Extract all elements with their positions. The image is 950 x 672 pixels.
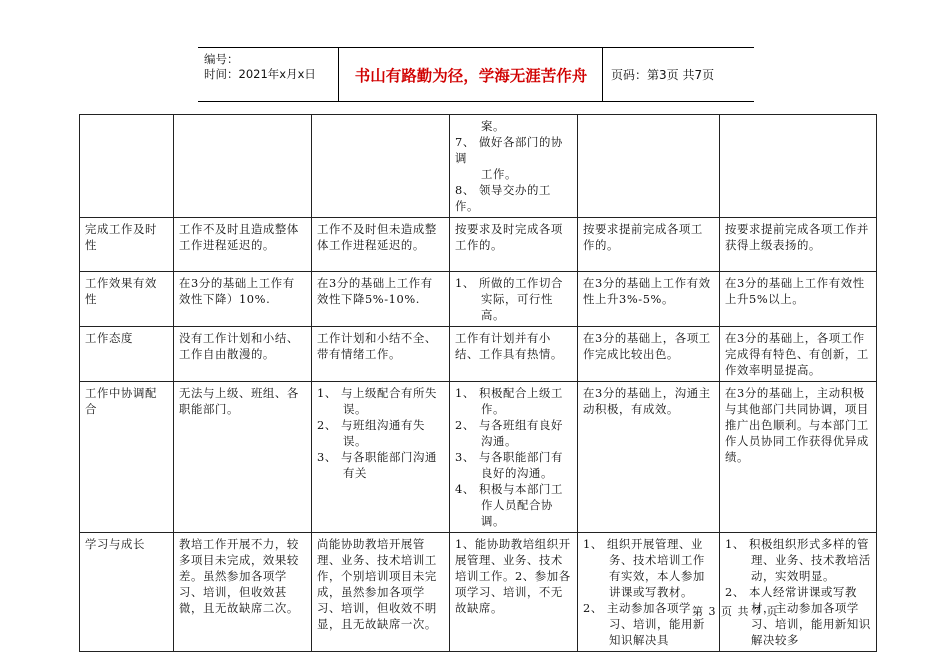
header-meta: [198, 48, 339, 101]
number-label: 编号：: [204, 52, 239, 66]
cell-text: 2、 与班组沟通有失误。: [317, 418, 425, 448]
table-cell: 按要求提前完成各项工作的。: [578, 218, 720, 272]
row-label: 工作效果有效性: [80, 272, 174, 327]
page-header: [198, 47, 754, 102]
page-code: 页码：第3页 共7页: [611, 68, 715, 82]
evaluation-table: [79, 114, 877, 652]
table-cell: 1、能协助教培组织开展管理、业务、技术培训工作。2、参加各项学习、培训，不无故缺席。: [450, 533, 578, 652]
table-row: [80, 327, 877, 382]
table-cell: 在3分的基础上工作有效性下降5%-10%.: [312, 272, 450, 327]
table-cell: [312, 382, 450, 533]
time-label: 时间：2021年x月x日: [204, 67, 316, 81]
cell-text: 2、 与各班组有良好沟通。: [455, 418, 563, 448]
table-cell: 按要求及时完成各项工作的。: [450, 218, 578, 272]
table-cell: 在3分的基础上，各项工作完成得有特色、有创新，工作效率明显提高。: [720, 327, 877, 382]
cell-text: 1、 组织开展管理、业务、技术培训工作有实效，本人参加讲课或写教材。: [583, 537, 705, 599]
cell-text: 1、 积极配合上级工作。: [455, 386, 563, 416]
table-cell: [450, 272, 578, 327]
table-cell: [174, 115, 312, 218]
table-cell: [450, 115, 578, 218]
cell-text: 1、 与上级配合有所失误。: [317, 386, 437, 416]
cell-text: 2、 主动参加各项学习、培训，能用新知识解决具: [583, 601, 705, 647]
cell-text: 4、 积极与本部门工作人员配合协调。: [455, 482, 563, 528]
table-cell: 工作不及时且造成整体工作进程延迟的。: [174, 218, 312, 272]
table-cell: 没有工作计划和小结、工作自由散漫的。: [174, 327, 312, 382]
table-row: [80, 218, 877, 272]
table-cell: 工作不及时但未造成整体工作进程延迟的。: [312, 218, 450, 272]
motto: 书山有路勤为径，学海无涯苦作舟: [340, 48, 603, 101]
table-cell: [720, 533, 877, 652]
table-cell: 工作计划和小结不全、带有情绪工作。: [312, 327, 450, 382]
table-cell: [312, 115, 450, 218]
row-label: 学习与成长: [80, 533, 174, 652]
table-cell: [80, 115, 174, 218]
table-cell: 在3分的基础上工作有效性下降）10%.: [174, 272, 312, 327]
cell-text: 3、 与各职能部门有良好的沟通。: [455, 450, 563, 480]
cell-text: 1、 所做的工作切合实际，可行性高。: [455, 276, 563, 322]
table-cell: 在3分的基础上，各项工作完成比较出色。: [578, 327, 720, 382]
table-cell: 工作有计划并有小结、工作具有热情。: [450, 327, 578, 382]
table-cell: 在3分的基础上，沟通主动积极，有成效。: [578, 382, 720, 533]
cell-text: 工作。: [481, 167, 517, 181]
cell-text: 1、 积极组织形式多样的管理、业务、技术教培活动，实效明显。: [725, 537, 871, 583]
table-cell: [578, 115, 720, 218]
table-row: [80, 272, 877, 327]
cell-text: 8、 领导交办的工作。: [455, 183, 552, 213]
table-cell: [720, 115, 877, 218]
cell-text: 7、 做好各部门的协调: [455, 135, 563, 165]
table-cell: [578, 533, 720, 652]
page-footer: 第 3 页 共 7 页: [692, 605, 779, 618]
cell-text: 2、 本人经常讲课或写教材，主动参加各项学习、培训，能用新知识解决较多: [725, 585, 871, 647]
cell-text: 3、 与各职能部门沟通有关: [317, 450, 437, 480]
table-cell: 在3分的基础上工作有效性上升3%-5%。: [578, 272, 720, 327]
table-cell: 在3分的基础上，主动积极与其他部门共同协调，项目推广出色顺利。与本部门工作人员协同工作获得优异成绩。: [720, 382, 877, 533]
table-row: [80, 533, 877, 652]
table-row: [80, 115, 877, 218]
row-label: 工作中协调配合: [80, 382, 174, 533]
table-cell: 在3分的基础上工作有效性上升5%以上。: [720, 272, 877, 327]
table-row: [80, 382, 877, 533]
table-cell: 无法与上级、班组、各职能部门。: [174, 382, 312, 533]
table-cell: 教培工作开展不力，较多项目未完成，效果较差。虽然参加各项学习、培训，但收效甚微，且无故缺席二次。: [174, 533, 312, 652]
table-cell: [450, 382, 578, 533]
row-label: 工作态度: [80, 327, 174, 382]
cell-text: 案。: [481, 119, 505, 133]
row-label: 完成工作及时性: [80, 218, 174, 272]
table-cell: 按要求提前完成各项工作并获得上级表扬的。: [720, 218, 877, 272]
table-cell: 尚能协助教培开展管理、业务、技术培训工作，个别培训项目未完成，虽然参加各项学习、培训，但收效不明显，且无故缺席一次。: [312, 533, 450, 652]
